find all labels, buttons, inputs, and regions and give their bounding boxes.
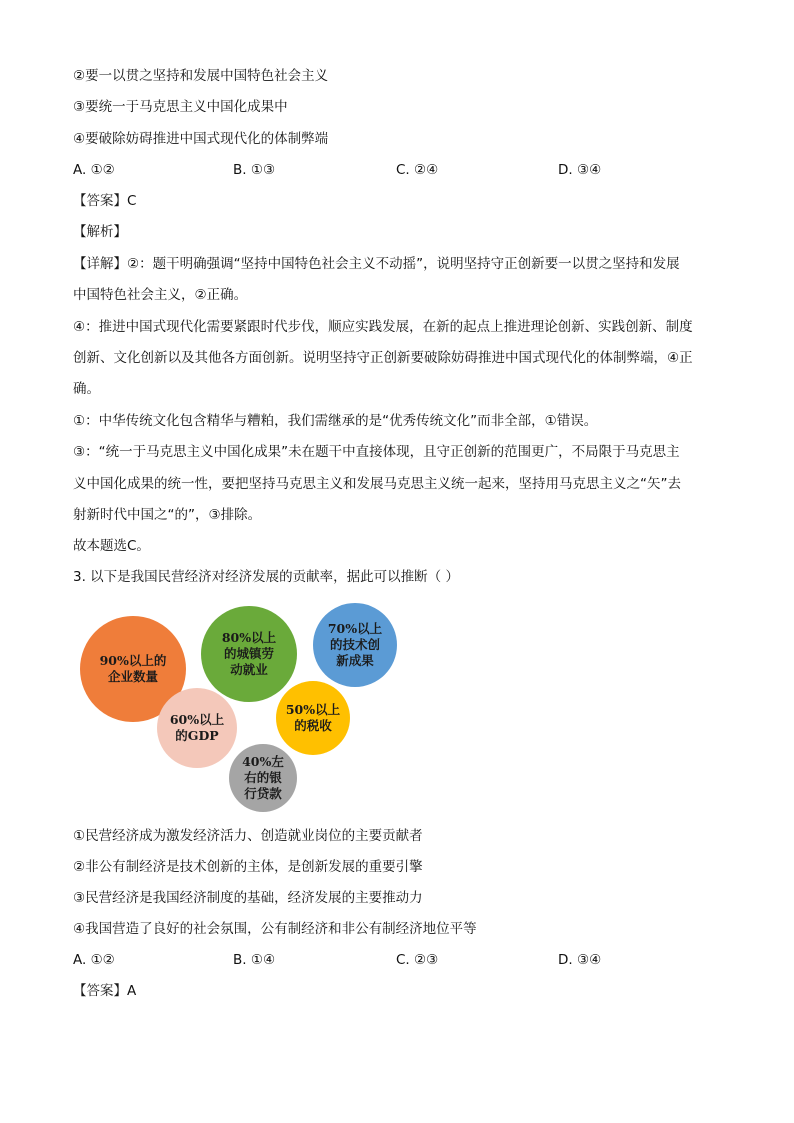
bubble-tax: [276, 681, 350, 755]
bubble-loans-label: 40%左 右的银 行贷款: [242, 754, 284, 801]
q3-item-4: ④我国营造了良好的社会氛围，公有制经济和非公有制经济地位平等: [73, 921, 477, 937]
q3-option-c: C. ②③: [396, 952, 439, 968]
explanation-line: 创新、文化创新以及其他各方面创新。说明坚持守正创新要破除妨碍推进中国式现代化的体制弊端，④正: [73, 350, 693, 366]
q3-options: [73, 950, 733, 970]
bubble-gdp-label: 60%以上 的GDP: [169, 712, 225, 743]
q2-item-3: ③要统一于马克思主义中国化成果中: [73, 99, 288, 115]
answer-value: A: [127, 983, 137, 999]
q2-option-b: B. ①③: [233, 162, 276, 178]
bubble-innovation: [313, 603, 397, 687]
bubble-gdp: [157, 688, 237, 768]
explanation-line: 义中国化成果的统一性，要把坚持马克思主义和发展马克思主义统一起来，坚持用马克思主义之“矢”去: [73, 476, 681, 492]
q3-stem: 3. 以下是我国民营经济对经济发展的贡献率，据此可以推断（ ）: [73, 569, 459, 585]
bubble-enterprises-label: 90%以上的 企业数量: [99, 653, 167, 684]
explanation-line: ④：推进中国式现代化需要紧跟时代步伐，顺应实践发展，在新的起点上推进理论创新、实践创新、制度: [73, 319, 693, 335]
bubble-employment-label: 80%以上 的城镇劳 动就业: [221, 630, 277, 677]
q2-analysis-label: 【解析】: [73, 224, 127, 240]
explanation-line: ③：“统一于马克思主义中国化成果”未在题干中直接体现，且守正创新的范围更广，不局限于马克思主: [73, 444, 680, 460]
q2-option-a: A. ①②: [73, 162, 115, 178]
contribution-bubble-diagram: [73, 600, 413, 815]
q2-item-4: ④要破除妨碍推进中国式现代化的体制弊端: [73, 131, 329, 147]
bubble-innovation-label: 70%以上 的技术创 新成果: [327, 621, 383, 668]
q3-option-d: D. ③④: [558, 952, 602, 968]
explanation-line: 射新时代中国之“的”，③排除。: [73, 507, 262, 523]
q2-option-d: D. ③④: [558, 162, 602, 178]
q3-option-a: A. ①②: [73, 952, 115, 968]
bubble-tax-label: 50%以上 的税收: [285, 702, 341, 733]
explanation-line: 【详解】②：题干明确强调“坚持中国特色社会主义不动摇”，说明坚持守正创新要一以贯之坚持和发展: [73, 256, 680, 272]
bubble-loans: [229, 744, 297, 812]
answer-label: 【答案】: [73, 983, 127, 999]
q2-answer: [73, 191, 136, 211]
explanation-line: ①：中华传统文化包含精华与糟粕，我们需继承的是“优秀传统文化”而非全部，①错误。: [73, 413, 598, 429]
q3-item-3: ③民营经济是我国经济制度的基础，经济发展的主要推动力: [73, 890, 423, 906]
answer-label: 【答案】: [73, 193, 127, 209]
explanation-line: 故本题选C。: [73, 538, 150, 554]
answer-value: C: [127, 193, 137, 209]
q3-answer: [73, 981, 136, 1001]
q2-item-2: ②要一以贯之坚持和发展中国特色社会主义: [73, 68, 329, 84]
q3-item-2: ②非公有制经济是技术创新的主体，是创新发展的重要引擎: [73, 859, 423, 875]
explanation-line: 中国特色社会主义，②正确。: [73, 287, 248, 303]
bubble-employment: [201, 606, 297, 702]
q2-options: [73, 160, 733, 180]
q3-item-1: ①民营经济成为激发经济活力、创造就业岗位的主要贡献者: [73, 828, 423, 844]
q3-option-b: B. ①④: [233, 952, 276, 968]
q2-option-c: C. ②④: [396, 162, 439, 178]
explanation-line: 确。: [73, 381, 100, 397]
